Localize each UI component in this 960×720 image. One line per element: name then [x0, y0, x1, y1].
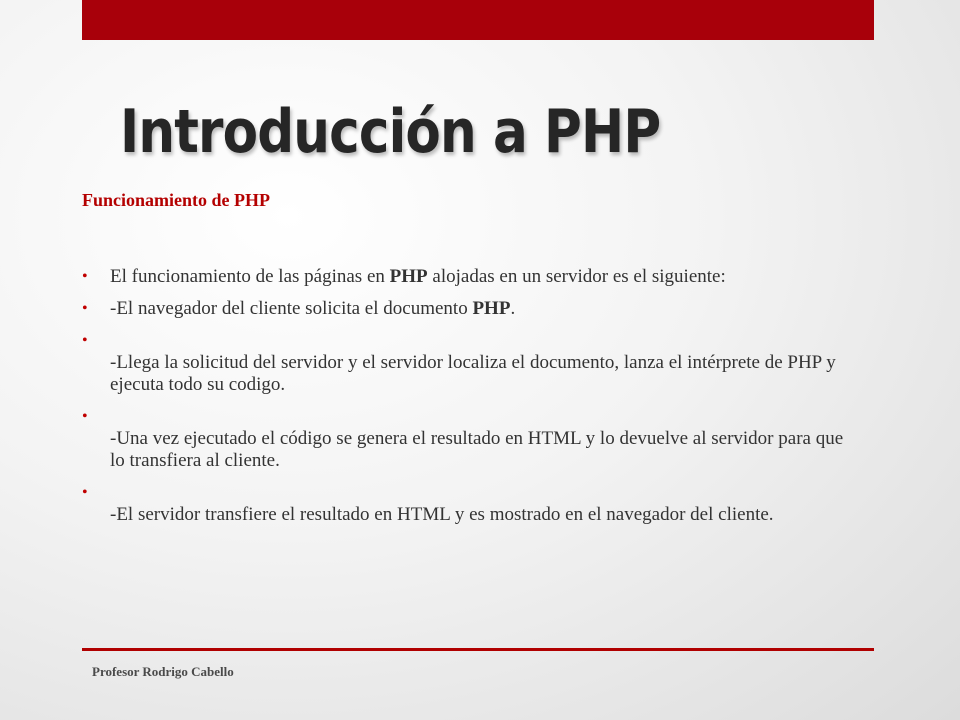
bullet-bold-text: PHP [389, 266, 428, 287]
bullet-dot-icon: • [82, 484, 88, 501]
bullet-item [82, 482, 862, 526]
top-accent-bar [82, 0, 874, 40]
bullet-dot-icon: • [82, 408, 88, 425]
bullet-text: -Llega la solicitud del servidor y el servidor localiza el documento, lanza el intérprete de PHP y ejecuta todo su codigo. [110, 352, 836, 395]
bullet-text: -El servidor transfiere el resultado en HTML y es mostrado en el navegador del cliente. [110, 504, 774, 525]
bullet-text: . [510, 298, 516, 319]
bullet-item [82, 266, 862, 288]
bullet-spacer [110, 406, 862, 428]
bullet-bold-text: PHP [472, 298, 511, 319]
bullet-item [82, 406, 862, 472]
slide-subtitle: Funcionamiento de PHP [82, 190, 270, 210]
bullet-text: -Una vez ejecutado el código se genera el resultado en HTML y lo devuelve al servidor para que lo transfiera al cliente. [110, 428, 844, 471]
bullet-dot-icon: • [82, 332, 88, 349]
bullet-text: El funcionamiento de las páginas en [110, 266, 390, 287]
bullet-text: -El navegador del cliente solicita el documento [110, 298, 473, 319]
bullet-spacer [110, 330, 862, 352]
bullet-text: alojadas en un servidor es el siguiente: [427, 266, 726, 287]
bullet-item [82, 298, 862, 320]
bullet-dot-icon: • [82, 268, 88, 285]
footer-author: Profesor Rodrigo Cabello [92, 664, 234, 679]
bullet-item [82, 330, 862, 396]
bullet-list [82, 266, 862, 536]
slide-title: Introducción a PHP [120, 97, 661, 167]
footer-divider [82, 648, 874, 651]
bullet-dot-icon: • [82, 300, 88, 317]
bullet-spacer [110, 482, 862, 504]
